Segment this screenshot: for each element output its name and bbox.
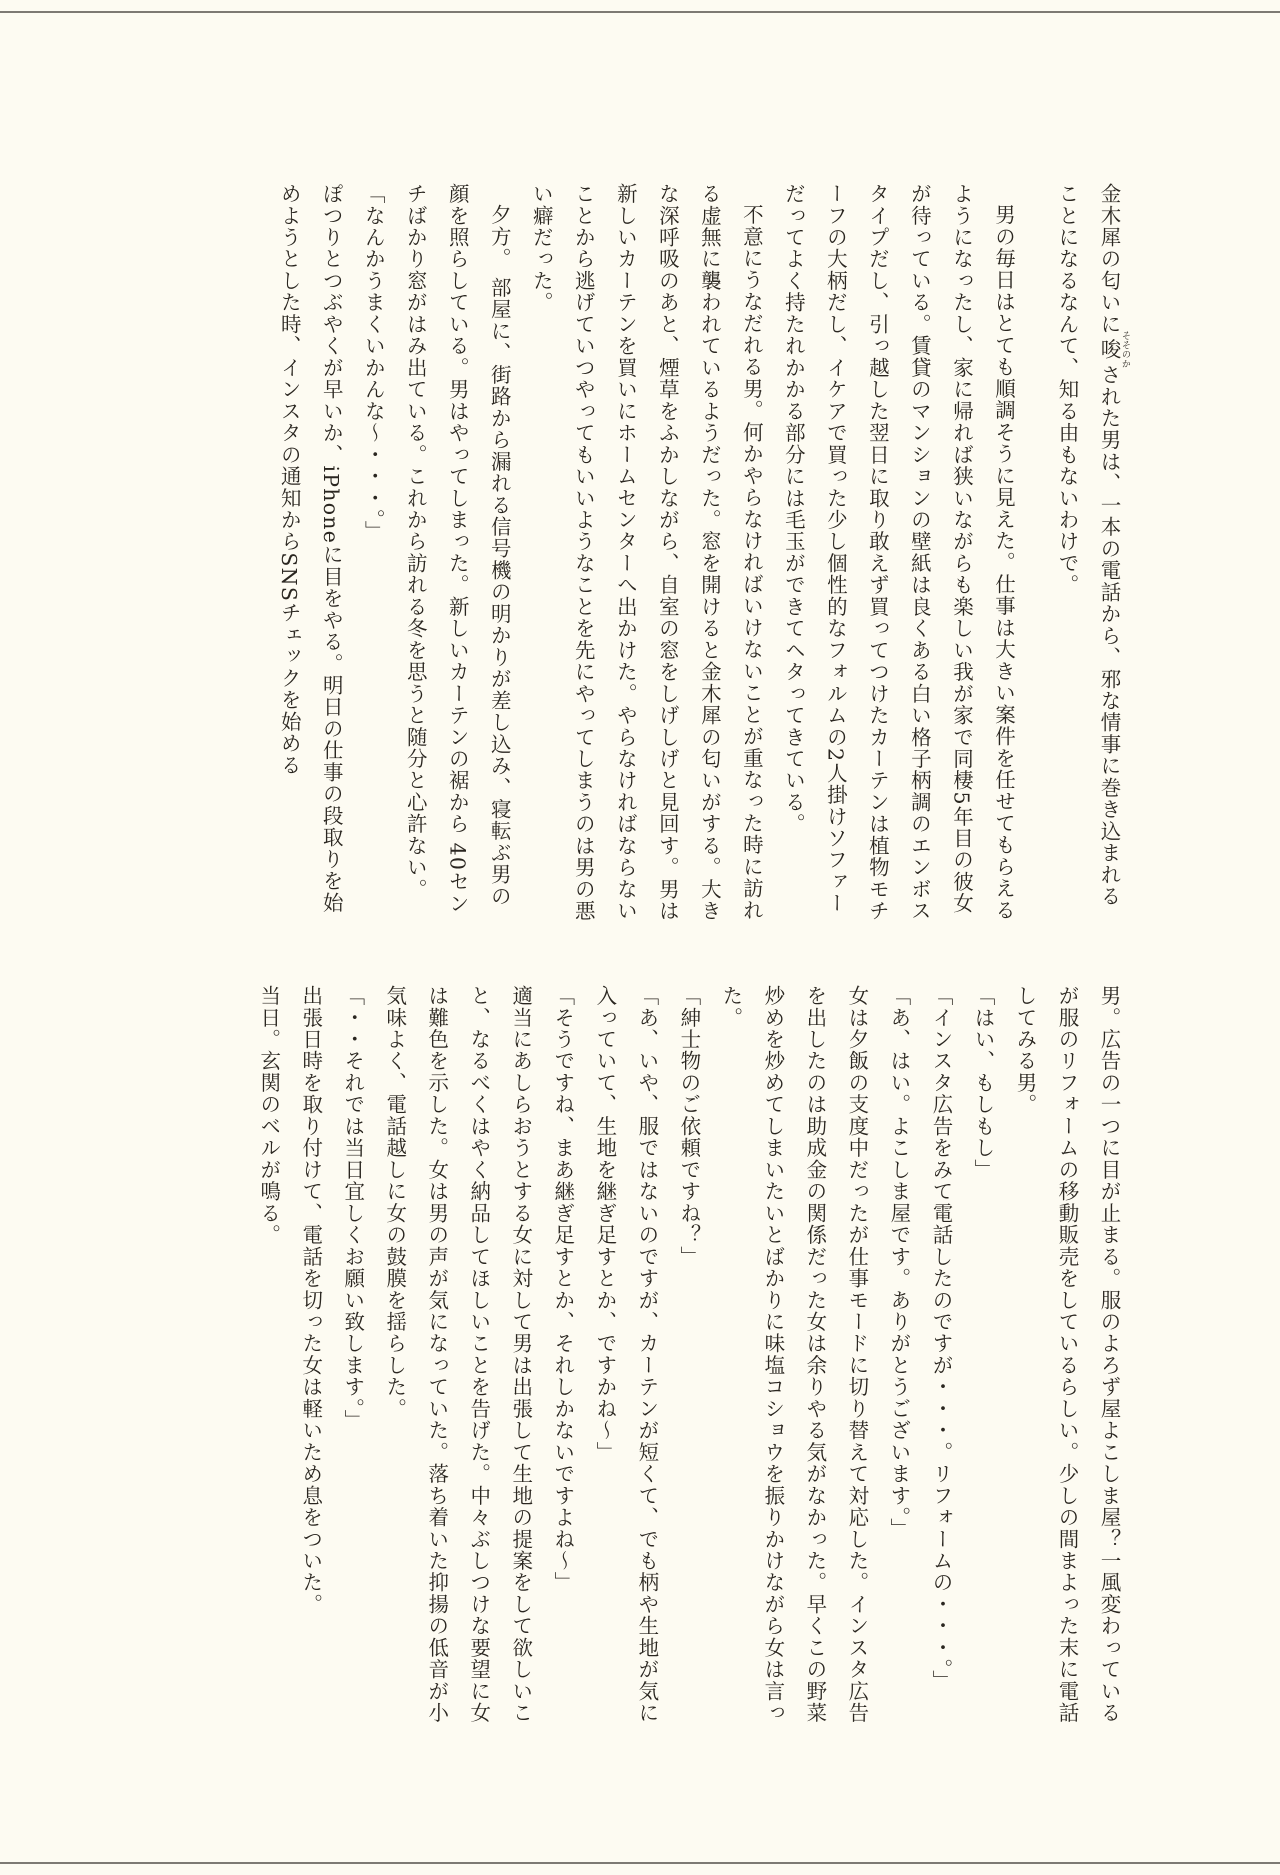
paragraph-sigh: 出張日時を取り付けて、電話を切った女は軽いため息をついた。 bbox=[298, 985, 323, 1616]
paragraph-iphone: ぽつりとつぶやくが早いか、iPhoneに目をやる。明日の仕事の段取りを始めようとした時、インスタの通知からSNSチェックを始める bbox=[277, 183, 344, 914]
dialogue-line: 「あ、いや、服ではないのですが、カーテンが短くて、でも柄や生地が気に入っていて、生地を継ぎ足すとか、ですかね〜」 bbox=[592, 985, 659, 1724]
lower-text-block bbox=[120, 985, 1130, 1725]
furigana-ruby bbox=[1097, 331, 1130, 369]
paragraph-opening bbox=[1046, 183, 1130, 923]
paragraph-doorbell: 当日。玄関のベルが鳴る。 bbox=[256, 985, 281, 1246]
dialogue-line: 「あ、はい。よこしま屋です。ありがとうございます。」 bbox=[886, 985, 911, 1540]
paragraph-curtain-purchase: 不意にうなだれる男。何かやらなければいけないことが重なった時に訪れる虚無に襲われているようだった。窓を開けると金木犀の匂いがする。大きな深呼吸のあと、煙草をふかしながら、自室の窓をしげしげと見回す。男は新しいカーテンを買いにホームセンターへ出かけた。やらなければならないことから逃げていつやってもいいようなことを先にやってしまうのは男の悪い癖だった。 bbox=[529, 183, 764, 922]
paragraph-request: 適当にあしらおうとする女に対して男は出張して生地の提案をして欲しいこと、なるべくはやく納品してほしいことを告げた。中々ぶしつけな要望に女は難色を示した。女は男の声が気になっていた。落ち着いた抑揚の低音が小気味よく、電話越しに女の鼓膜を揺らした。 bbox=[382, 985, 533, 1724]
ruby-reading: そそのか bbox=[1119, 331, 1130, 369]
top-rule bbox=[0, 11, 1280, 13]
bottom-rule bbox=[0, 1862, 1280, 1864]
paragraph-woman-cooking: 女は夕飯の支度中だったが仕事モードに切り替えて対応した。インスタ広告を出したのは助成金の関係だった女は余りやる気がなかった。早くこの野菜炒めを炒めてしまいたいとばかりに味塩コショウを振りかけながら女は言った。 bbox=[718, 985, 869, 1724]
dialogue-line: 「インスタ広告をみて電話したのですが・・・。リフォームの・・・。」 bbox=[928, 985, 953, 1692]
dialogue-line: 「・・それでは当日宜しくお願い致します。」 bbox=[340, 985, 365, 1432]
ruby-base: 唆 bbox=[1097, 331, 1121, 369]
paragraph-daily-life: 男の毎日はとても順調そうに見えた。仕事は大きい案件を任せてもらえるようになったし、家に帰れば狭いながらも楽しい我が家で同棲5年目の彼女が待っている。賃貸のマンションの壁紙は良くある白い格子柄調のエンボスタイプだし、引っ越した翌日に取り敢えず買ってつけたカーテンは植物モチーフの大柄だし、イケアで買った少し個性的なフォルムの2人掛けソファーだってよく持たれかかる部分には毛玉ができてヘタってきている。 bbox=[781, 183, 1016, 922]
dialogue-line: 「そうですね、まあ継ぎ足すとか、それしかないですよね〜」 bbox=[550, 985, 575, 1594]
paragraph-evening: 夕方。 部屋に、街路から漏れる信号機の明かりが差し込み、寝転ぶ男の顔を照らしている。男はやってしまった。新しいカーテンの裾から 40センチばかり窓がはみ出ている。これから訪れる冬を思うと随分と心許ない。 bbox=[403, 183, 512, 915]
dialogue-line: 「紳士物のご依頼ですね？」 bbox=[676, 985, 701, 1268]
opening-text-post: された男は、一本の電話から、邪な情事に巻き込まれることになるなんて、知る由もないわけで。 bbox=[1054, 183, 1121, 908]
paragraph-advert: 男。広告の一つに目が止まる。服のよろず屋よこしま屋？一風変わっているが服のリフォームの移動販売をしているらしい。少しの間まよった末に電話してみる男。 bbox=[1012, 985, 1121, 1724]
dialogue-line: 「はい、もしもし」 bbox=[970, 985, 995, 1181]
opening-text-pre: 金木犀の匂いに bbox=[1097, 183, 1121, 336]
upper-text-block bbox=[120, 183, 1130, 923]
dialogue-line: 「なんかうまくいかんな〜・・・。」 bbox=[361, 183, 386, 543]
